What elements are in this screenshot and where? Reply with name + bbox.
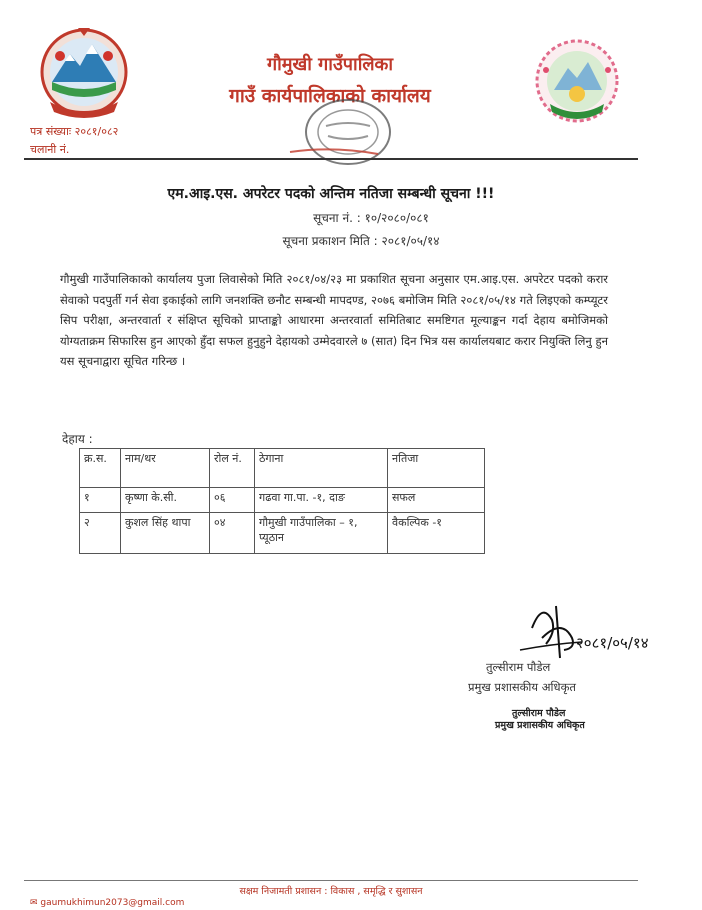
signatory-name: तुल्सीराम पौडेल	[486, 660, 551, 674]
notice-title: एम.आइ.एस. अपरेटर पदको अन्तिम नतिजा सम्बन्धी सूचना !!!	[167, 186, 495, 202]
header-divider	[24, 158, 638, 160]
dispatch-number: चलानी नं.	[30, 143, 70, 156]
cell-name: कुशल सिंह थापा	[121, 513, 210, 554]
cell-result: सफल	[388, 488, 485, 513]
notice-published-date: सूचना प्रकाशन मिति : २०८१/०५/१४	[282, 234, 440, 248]
notice-body: गौमुखी गाउँपालिकाको कार्यालय पुजा लिवासेको मिति २०८१/०४/२३ मा प्रकाशित सूचना अनुसार एम.आइ.एस. अपरेटर पदको करार सेवाको पदपुर्ती गर्न सेवा इकाईको लागि जनशक्ति छनौट सम्बन्धी मापदण्ड, २०७६ बमोजिम मिति २०८१/०५/१४ गते लिइएको कम्प्यूटर सिप परीक्षा, अन्तरवार्ता र संक्षिप्त सूचिको प्राप्ताङ्को आधारमा अन्तरवार्ता समितिबाट समष्टिगत मूल्याङ्कन गर्दा देहाय बमोजिमको योग्यताक्रम सिफारिस हुन आएको हुँदा सफल हुनुहुने देहायको उम्मेदवारले ७ (सात) दिन भित्र यस कार्यालयबाट करार नियुक्ति लिनु हुन यस सूचनाद्वारा सूचित गरिन्छ ।	[60, 272, 608, 368]
table-row	[80, 488, 485, 513]
header-result: नतिजा	[388, 449, 485, 488]
email-text: gaumukhimun2073@gmail.com	[40, 898, 185, 908]
header-address: ठेगाना	[255, 449, 388, 488]
cell-address: गढवा गा.पा. -१, दाङ	[255, 488, 388, 513]
signature-date: २०८१/०५/१४	[576, 634, 649, 652]
footer-divider	[24, 880, 638, 881]
cell-result: वैकल्पिक -१	[388, 513, 485, 554]
cell-sn: १	[80, 488, 121, 513]
header-sn: क्र.स.	[80, 449, 121, 488]
footer-slogan: सक्षम निजामती प्रशासन : विकास , समृद्धि र सुशासन	[239, 886, 423, 897]
notice-number: सूचना नं. : १०/२०८०/०८१	[313, 211, 429, 225]
gaumukhi-municipality-logo-icon	[524, 34, 630, 128]
letter-number: पत्र संख्याः २०८१/०८२	[30, 125, 119, 138]
name-stamp: तुल्सीराम पौडेल	[512, 708, 566, 719]
nepal-government-emblem-icon	[30, 20, 138, 120]
footer-email: ✉ gaumukhimun2073@gmail.com	[30, 898, 185, 908]
table-header-row	[80, 449, 485, 488]
cell-name: कृष्णा के.सी.	[121, 488, 210, 513]
cell-roll: ०४	[210, 513, 255, 554]
post-stamp: प्रमुख प्रशासकीय अधिकृत	[495, 720, 585, 731]
signatory-post: प्रमुख प्रशासकीय अधिकृत	[468, 680, 576, 694]
org-name-line2: गाउँ कार्यपालिकाको कार्यालय	[229, 85, 431, 107]
dehay-label: देहाय :	[62, 432, 93, 446]
cell-sn: २	[80, 513, 121, 554]
header-roll: रोल नं.	[210, 449, 255, 488]
org-name-line1: गौमुखी गाउँपालिका	[266, 54, 394, 75]
header-name: नाम/थर	[121, 449, 210, 488]
cell-roll: ०६	[210, 488, 255, 513]
table-row	[80, 513, 485, 554]
result-table	[79, 448, 485, 554]
cell-address: गौमुखी गाउँपालिका – १, प्यूठान	[255, 513, 388, 554]
